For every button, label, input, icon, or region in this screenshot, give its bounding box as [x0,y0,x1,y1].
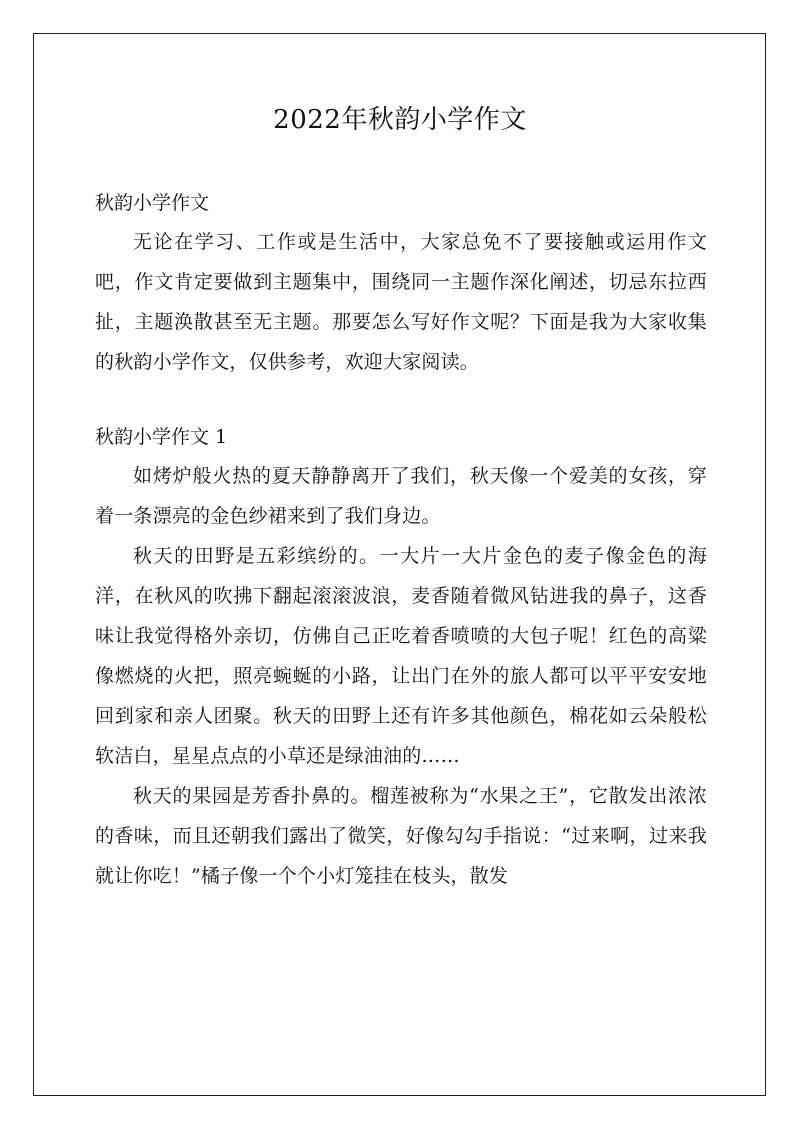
document-body [95,184,707,896]
paragraph: 无论在学习、工作或是生活中，大家总免不了要接触或运用作文吧，作文肯定要做到主题集中，围绕同一主题作深化阐述，切忌东拉西扯，主题涣散甚至无主题。那要怎么写好作文呢？下面是我为大家收集的秋韵小学作文，仅供参考，欢迎大家阅读。 [95,231,707,373]
section-intro [95,184,707,382]
paragraph: 如烤炉般火热的夏天静静离开了我们，秋天像一个爱美的女孩，穿着一条漂亮的金色纱裙来到了我们身边。 [95,465,707,527]
paragraph: 秋天的田野是五彩缤纷的。一大片一大片金色的麦子像金色的海洋，在秋风的吹拂下翻起滚滚波浪，麦香随着微风钻进我的鼻子，这香味让我觉得格外亲切，仿佛自己正吃着香喷喷的大包子呢！红色的高粱像燃烧的火把，照亮蜿蜒的小路，让出门在外的旅人都可以平平安安地回到家和亲人团聚。秋天的田野上还有许多其他颜色，棉花如云朵般松软洁白，星星点点的小草还是绿油油的…… [95,545,707,767]
paragraph: 秋天的果园是芳香扑鼻的。榴莲被称为“水果之王”，它散发出浓浓的香味，而且还朝我们露出了微笑，好像勾勾手指说：“过来啊，过来我就让你吃！”橘子像一个个小灯笼挂在枝头，散发 [95,785,707,887]
section-heading: 秋韵小学作文 1 [95,426,228,448]
section-heading: 秋韵小学作文 [95,192,210,214]
document-title: 2022年秋韵小学作文 [273,105,527,135]
section-spacer [95,382,707,418]
section-essay-1 [95,418,707,896]
